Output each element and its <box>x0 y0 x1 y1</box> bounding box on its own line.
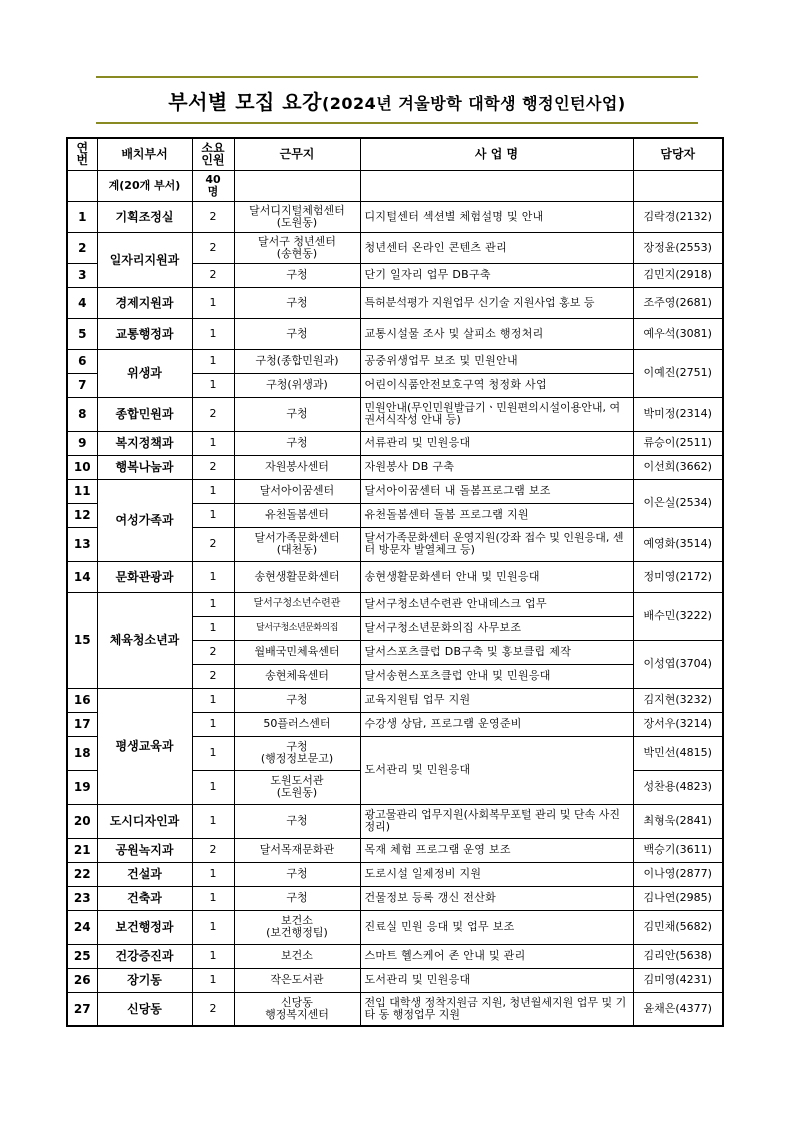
row-no: 13 <box>67 527 97 561</box>
headcount: 1 <box>192 349 234 373</box>
table-row <box>67 431 723 455</box>
header-dept: 배치부서 <box>97 138 192 170</box>
row-no: 16 <box>67 688 97 712</box>
headcount: 1 <box>192 862 234 886</box>
work-location: 달서목재문화관 <box>234 838 360 862</box>
dept-name: 위생과 <box>97 349 192 397</box>
manager-name: 성찬용(4823) <box>633 770 723 804</box>
row-no: 21 <box>67 838 97 862</box>
manager-name: 예영화(3514) <box>633 527 723 561</box>
headcount: 2 <box>192 838 234 862</box>
total-count: 40 명 <box>192 170 234 201</box>
project-name: 자원봉사 DB 구축 <box>360 455 633 479</box>
total-label: 계(20개 부서) <box>97 170 192 201</box>
manager-name: 김나연(2985) <box>633 886 723 910</box>
headcount: 1 <box>192 944 234 968</box>
manager-name: 이예진(2751) <box>633 349 723 397</box>
headcount: 2 <box>192 640 234 664</box>
manager-name: 조주영(2681) <box>633 287 723 318</box>
dept-name: 기획조정실 <box>97 201 192 232</box>
headcount: 1 <box>192 503 234 527</box>
empty-cell <box>633 170 723 201</box>
project-name: 특허분석평가 지원업무 신기술 지원사업 홍보 등 <box>360 287 633 318</box>
headcount: 2 <box>192 397 234 431</box>
row-no: 4 <box>67 287 97 318</box>
headcount: 1 <box>192 616 234 640</box>
work-location: 유천돌봄센터 <box>234 503 360 527</box>
work-location: 보건소 (보건행정팀) <box>234 910 360 944</box>
manager-name: 예우석(3081) <box>633 318 723 349</box>
page-title <box>168 86 625 115</box>
project-name: 달서구청소년수련관 안내데스크 업무 <box>360 592 633 616</box>
project-name: 어린이식품안전보호구역 청정화 사업 <box>360 373 633 397</box>
header-project: 사 업 명 <box>360 138 633 170</box>
table-row <box>67 838 723 862</box>
manager-name: 이나영(2877) <box>633 862 723 886</box>
headcount: 1 <box>192 592 234 616</box>
work-location: 구청 <box>234 287 360 318</box>
dept-name: 행복나눔과 <box>97 455 192 479</box>
row-no: 17 <box>67 712 97 736</box>
project-name: 전입 대학생 정착지원금 지원, 청년월세지원 업무 및 기타 동 행정업무 지원 <box>360 992 633 1026</box>
table-row <box>67 479 723 503</box>
project-name: 달서송현스포츠클럽 안내 및 민원응대 <box>360 664 633 688</box>
table-row <box>67 992 723 1026</box>
dept-name: 장기동 <box>97 968 192 992</box>
headcount: 2 <box>192 263 234 287</box>
work-location: 도원도서관 (도원동) <box>234 770 360 804</box>
project-name: 디지털센터 섹션별 체험설명 및 안내 <box>360 201 633 232</box>
work-location: 신당동 행정복지센터 <box>234 992 360 1026</box>
work-location: 작은도서관 <box>234 968 360 992</box>
work-location: 구청 <box>234 431 360 455</box>
manager-name: 장정윤(2553) <box>633 232 723 263</box>
project-name: 달서스포츠클럽 DB구축 및 홍보클립 제작 <box>360 640 633 664</box>
headcount: 2 <box>192 201 234 232</box>
table-row <box>67 287 723 318</box>
row-no: 5 <box>67 318 97 349</box>
recruitment-table <box>66 137 724 1027</box>
header-manager: 담당자 <box>633 138 723 170</box>
project-name: 도서관리 및 민원응대 <box>360 968 633 992</box>
manager-name: 정미영(2172) <box>633 561 723 592</box>
project-name: 스마트 헬스케어 존 안내 및 관리 <box>360 944 633 968</box>
work-location: 송현생활문화센터 <box>234 561 360 592</box>
dept-name: 경제지원과 <box>97 287 192 318</box>
row-no: 11 <box>67 479 97 503</box>
row-no: 19 <box>67 770 97 804</box>
manager-name: 윤채은(4377) <box>633 992 723 1026</box>
headcount: 1 <box>192 910 234 944</box>
project-name: 도서관리 및 민원응대 <box>360 736 633 804</box>
manager-name: 김민채(5682) <box>633 910 723 944</box>
row-no: 25 <box>67 944 97 968</box>
row-no: 2 <box>67 232 97 263</box>
title-subtitle: (2024년 겨울방학 대학생 행정인턴사업) <box>321 93 626 113</box>
dept-name: 도시디자인과 <box>97 804 192 838</box>
dept-name: 신당동 <box>97 992 192 1026</box>
row-no: 8 <box>67 397 97 431</box>
table-row <box>67 201 723 232</box>
headcount: 1 <box>192 968 234 992</box>
total-no-cell <box>67 170 97 201</box>
work-location: 달서가족문화센터 (대천동) <box>234 527 360 561</box>
table-row <box>67 397 723 431</box>
project-name: 광고물관리 업무지원(사회복무포털 관리 및 단속 사진 정리) <box>360 804 633 838</box>
headcount: 2 <box>192 527 234 561</box>
manager-name: 류승이(2511) <box>633 431 723 455</box>
work-location: 구청 <box>234 318 360 349</box>
table-row <box>67 862 723 886</box>
row-no: 3 <box>67 263 97 287</box>
row-no: 24 <box>67 910 97 944</box>
row-no: 7 <box>67 373 97 397</box>
work-location: 송현체육센터 <box>234 664 360 688</box>
table-row <box>67 592 723 616</box>
row-no: 9 <box>67 431 97 455</box>
manager-name: 박민선(4815) <box>633 736 723 770</box>
manager-name: 김락경(2132) <box>633 201 723 232</box>
header-location: 근무지 <box>234 138 360 170</box>
project-name: 목재 체험 프로그램 운영 보조 <box>360 838 633 862</box>
table-row <box>67 455 723 479</box>
project-name: 수강생 상담, 프로그램 운영준비 <box>360 712 633 736</box>
dept-name: 일자리지원과 <box>97 232 192 287</box>
work-location: 구청 (행정정보문고) <box>234 736 360 770</box>
table-row <box>67 910 723 944</box>
manager-name: 박미정(2314) <box>633 397 723 431</box>
row-no: 26 <box>67 968 97 992</box>
dept-name: 보건행정과 <box>97 910 192 944</box>
project-name: 달서아이꿈센터 내 돌봄프로그램 보조 <box>360 479 633 503</box>
work-location: 자원봉사센터 <box>234 455 360 479</box>
dept-name: 문화관광과 <box>97 561 192 592</box>
work-location: 구청 <box>234 397 360 431</box>
row-no: 22 <box>67 862 97 886</box>
work-location: 보건소 <box>234 944 360 968</box>
project-name: 교통시설물 조사 및 살피소 행정처리 <box>360 318 633 349</box>
headcount: 1 <box>192 712 234 736</box>
manager-name: 최형욱(2841) <box>633 804 723 838</box>
table-row <box>67 804 723 838</box>
work-location: 월배국민체육센터 <box>234 640 360 664</box>
work-location: 달서구청소년수련관 <box>234 592 360 616</box>
row-no: 14 <box>67 561 97 592</box>
project-name: 진료실 민원 응대 및 업무 보조 <box>360 910 633 944</box>
project-name: 도로시설 일제정비 지원 <box>360 862 633 886</box>
work-location: 달서구 청년센터 (송현동) <box>234 232 360 263</box>
dept-name: 종합민원과 <box>97 397 192 431</box>
headcount: 1 <box>192 804 234 838</box>
header-no: 연 번 <box>67 138 97 170</box>
project-name: 공중위생업무 보조 및 민원안내 <box>360 349 633 373</box>
row-no: 6 <box>67 349 97 373</box>
manager-name: 이선희(3662) <box>633 455 723 479</box>
work-location: 구청(위생과) <box>234 373 360 397</box>
dept-name: 복지정책과 <box>97 431 192 455</box>
total-row <box>67 170 723 201</box>
project-name: 청년센터 온라인 콘텐츠 관리 <box>360 232 633 263</box>
header-count: 소요 인원 <box>192 138 234 170</box>
table-row <box>67 944 723 968</box>
manager-name: 김리안(5638) <box>633 944 723 968</box>
manager-name: 백승기(3611) <box>633 838 723 862</box>
row-no: 18 <box>67 736 97 770</box>
project-name: 송현생활문화센터 안내 및 민원응대 <box>360 561 633 592</box>
headcount: 1 <box>192 770 234 804</box>
empty-cell <box>360 170 633 201</box>
dept-name: 체육청소년과 <box>97 592 192 688</box>
work-location: 구청(종합민원과) <box>234 349 360 373</box>
headcount: 1 <box>192 373 234 397</box>
manager-name: 김미영(4231) <box>633 968 723 992</box>
table-row <box>67 886 723 910</box>
work-location: 달서구청소년문화의집 <box>234 616 360 640</box>
work-location: 달서디지털체험센터 (도원동) <box>234 201 360 232</box>
project-name: 건물정보 등록 갱신 전산화 <box>360 886 633 910</box>
table-row <box>67 232 723 263</box>
row-no: 1 <box>67 201 97 232</box>
manager-name: 이은실(2534) <box>633 479 723 527</box>
dept-name: 평생교육과 <box>97 688 192 804</box>
project-name: 유천돌봄센터 돌봄 프로그램 지원 <box>360 503 633 527</box>
project-name: 민원안내(무인민원발급기ㆍ민원편의시설이용안내, 여권서식작성 안내 등) <box>360 397 633 431</box>
manager-name: 장서우(3214) <box>633 712 723 736</box>
row-no: 20 <box>67 804 97 838</box>
headcount: 1 <box>192 688 234 712</box>
table-row <box>67 561 723 592</box>
dept-name: 건강증진과 <box>97 944 192 968</box>
table-row <box>67 688 723 712</box>
headcount: 1 <box>192 886 234 910</box>
headcount: 2 <box>192 455 234 479</box>
project-name: 달서구청소년문화의집 사무보조 <box>360 616 633 640</box>
manager-name: 김민지(2918) <box>633 263 723 287</box>
row-no: 27 <box>67 992 97 1026</box>
headcount: 1 <box>192 561 234 592</box>
dept-name: 건설과 <box>97 862 192 886</box>
empty-cell <box>234 170 360 201</box>
dept-name: 공원녹지과 <box>97 838 192 862</box>
headcount: 2 <box>192 664 234 688</box>
work-location: 구청 <box>234 263 360 287</box>
dept-name: 교통행정과 <box>97 318 192 349</box>
work-location: 달서아이꿈센터 <box>234 479 360 503</box>
project-name: 단기 일자리 업무 DB구축 <box>360 263 633 287</box>
headcount: 1 <box>192 479 234 503</box>
row-no: 12 <box>67 503 97 527</box>
work-location: 50플러스센터 <box>234 712 360 736</box>
dept-name: 여성가족과 <box>97 479 192 561</box>
title-banner <box>96 76 698 124</box>
table-row <box>67 968 723 992</box>
dept-name: 건축과 <box>97 886 192 910</box>
table-row <box>67 318 723 349</box>
manager-name: 김지현(3232) <box>633 688 723 712</box>
headcount: 1 <box>192 736 234 770</box>
headcount: 2 <box>192 992 234 1026</box>
project-name: 교육지원팀 업무 지원 <box>360 688 633 712</box>
work-location: 구청 <box>234 862 360 886</box>
row-no: 15 <box>67 592 97 688</box>
headcount: 1 <box>192 431 234 455</box>
headcount: 1 <box>192 287 234 318</box>
manager-name: 이성엽(3704) <box>633 640 723 688</box>
title-main: 부서별 모집 요강 <box>168 89 322 114</box>
manager-name: 배수민(3222) <box>633 592 723 640</box>
work-location: 구청 <box>234 804 360 838</box>
work-location: 구청 <box>234 886 360 910</box>
project-name: 서류관리 및 민원응대 <box>360 431 633 455</box>
headcount: 2 <box>192 232 234 263</box>
work-location: 구청 <box>234 688 360 712</box>
row-no: 10 <box>67 455 97 479</box>
row-no: 23 <box>67 886 97 910</box>
table-row <box>67 349 723 373</box>
headcount: 1 <box>192 318 234 349</box>
header-row <box>67 138 723 170</box>
project-name: 달서가족문화센터 운영지원(강좌 접수 및 인원응대, 센터 방문자 발열체크 등) <box>360 527 633 561</box>
